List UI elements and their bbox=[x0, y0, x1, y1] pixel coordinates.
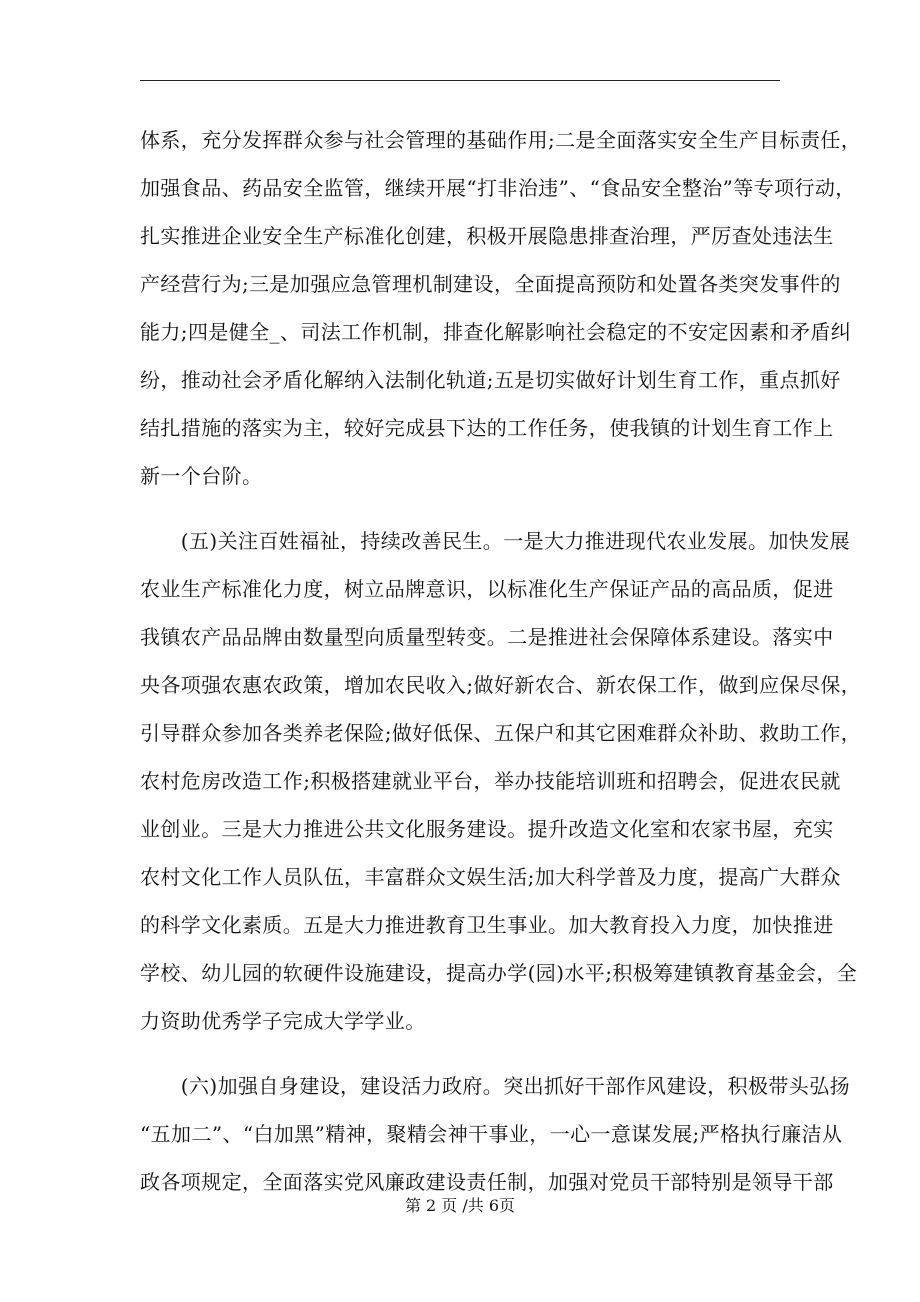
text-line: “五加二”、“白加黑”精神，聚精会神干事业，一心一意谋发展;严格执行廉洁从 bbox=[140, 1122, 843, 1146]
text-line: 我镇农产品品牌由数量型向质量型转变。二是推进社会保障体系建设。落实中 bbox=[140, 625, 834, 649]
text-line: 力资助优秀学子完成大学学业。 bbox=[140, 1009, 426, 1033]
text-line: 引导群众参加各类养老保险;做好低保、五保户和其它困难群众补助、救助工作， bbox=[140, 721, 862, 745]
page-number-footer: 第 2 页 /共 6页 bbox=[404, 1196, 516, 1215]
text-line: 农业生产标准化力度，树立品牌意识，以标准化生产保证产品的高品质，促进 bbox=[140, 577, 834, 601]
text-line: 纷，推动社会矛盾化解纳入法制化轨道;五是切实做好计划生育工作，重点抓好 bbox=[140, 368, 841, 392]
paragraph-section-six bbox=[140, 1062, 851, 1206]
text-line: 结扎措施的落实为主，较好完成县下达的工作任务，使我镇的计划生育工作上 bbox=[140, 416, 834, 440]
text-line: 业创业。三是大力推进公共文化服务建设。提升改造文化室和农家书屋，充实 bbox=[140, 817, 834, 841]
text-line: 学校、幼儿园的软硬件设施建设，提高办学(园)水平;积极筹建镇教育基金会，全 bbox=[140, 961, 858, 985]
paragraph-gap bbox=[140, 1045, 780, 1062]
text-line: 产经营行为;三是加强应急管理机制建设，全面提高预防和处置各类突发事件的 bbox=[140, 272, 841, 296]
text-line: 央各项强农惠农政策，增加农民收入;做好新农合、新农保工作，做到应保尽保， bbox=[140, 673, 862, 697]
text-line: 新一个台阶。 bbox=[140, 464, 263, 488]
paragraph-continuation bbox=[140, 116, 862, 500]
text-line: (六)加强自身建设，建设活力政府。突出抓好干部作风建设，积极带头弘扬 bbox=[140, 1074, 851, 1098]
text-line: 的科学文化素质。五是大力推进教育卫生事业。加大教育投入力度，加快推进 bbox=[140, 913, 834, 937]
text-line: 能力;四是健全_、司法工作机制，排查化解影响社会稳定的不安定因素和矛盾纠 bbox=[140, 320, 852, 344]
text-line: 加强食品、药品安全监管，继续开展“打非治违”、“食品安全整治”等专项行动， bbox=[140, 176, 856, 200]
text-line: 政各项规定，全面落实党风廉政建设责任制，加强对党员干部特别是领导干部 bbox=[140, 1170, 834, 1194]
text-line: (五)关注百姓福祉，持续改善民生。一是大力推进现代农业发展。加快发展 bbox=[140, 529, 851, 553]
text-line: 扎实推进企业安全生产标准化创建，积极开展隐患排查治理，严厉查处违法生 bbox=[140, 224, 834, 248]
text-line: 农村文化工作人员队伍，丰富群众文娱生活;加大科学普及力度，提高广大群众 bbox=[140, 865, 841, 889]
document-body bbox=[140, 116, 862, 1206]
paragraph-section-five bbox=[140, 517, 862, 1045]
text-line: 农村危房改造工作;积极搭建就业平台，举办技能培训班和招聘会，促进农民就 bbox=[140, 769, 841, 793]
paragraph-gap bbox=[140, 500, 780, 517]
text-line: 体系，充分发挥群众参与社会管理的基础作用;二是全面落实安全生产目标责任， bbox=[140, 128, 862, 152]
header-rule bbox=[140, 80, 780, 81]
